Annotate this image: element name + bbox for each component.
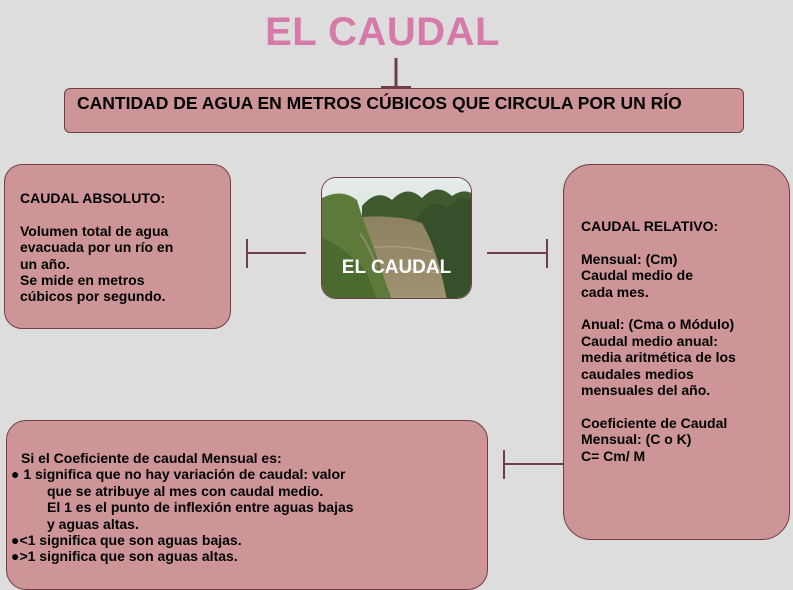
monthly-line: cada mes. [581,283,649,300]
definition-box [64,88,744,133]
annual-line: mensuales del año. [581,382,711,399]
absolute-flow-box [4,164,231,329]
river-photo [321,177,472,299]
coefficient-line: C= Cm/ M [581,447,646,464]
annual-line: Caudal medio anual: [581,332,718,349]
annual-line: Anual: (Cma o Módulo) [581,316,735,333]
coefficient-note-heading: Si el Coeficiente de caudal Mensual es: [21,450,282,466]
coefficient-line: Mensual: (C o K) [581,431,692,448]
coefficient-note-box [6,420,488,590]
annual-line: caudales medios [581,365,694,382]
center-label: EL CAUDAL [341,257,452,278]
coefficient-note-line: ● 1 significa que no hay variación de caudal: valor [11,466,346,483]
absolute-line: cúbicos por segundo. [20,288,166,305]
absolute-heading: CAUDAL ABSOLUTO: [20,190,166,206]
river-image [322,178,472,299]
coefficient-note-line: El 1 es el punto de inflexión entre aguas bajas [47,499,354,516]
diagram-title: EL CAUDAL [265,10,500,54]
relative-heading: CAUDAL RELATIVO: [581,218,719,234]
coefficient-line: Coeficiente de Caudal [581,414,728,431]
coefficient-note-line: y aguas altas. [47,515,139,532]
monthly-line: Caudal medio de [581,267,694,284]
monthly-line: Mensual: (Cm) [581,250,678,267]
absolute-line: Volumen total de agua [20,222,169,239]
absolute-line: evacuada por un río en [20,239,174,256]
definition-text: CANTIDAD DE AGUA EN METROS CÚBICOS QUE CIRCULA POR UN RÍO [77,93,682,113]
annual-line: media aritmética de los [581,349,736,366]
coefficient-note-line: ●<1 significa que son aguas bajas. [11,532,242,549]
coefficient-note-line: que se atribuye al mes con caudal medio. [47,482,324,499]
relative-flow-box [563,164,790,540]
absolute-line: Se mide en metros [20,272,145,289]
coefficient-note-line: ●>1 significa que son aguas altas. [11,548,238,565]
absolute-line: un año. [20,255,70,272]
